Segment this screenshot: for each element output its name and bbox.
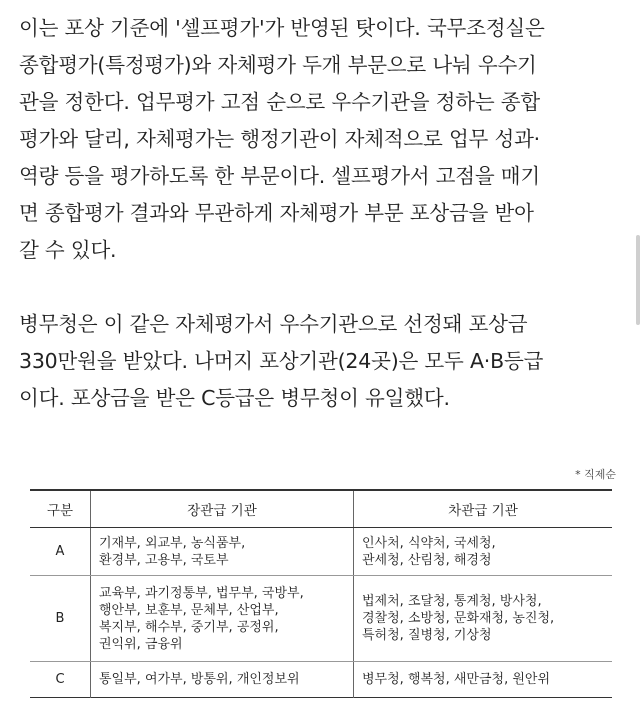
cell-text: 교육부, 과기정통부, 법무부, 국방부,	[99, 585, 304, 601]
header-grade: 구분	[30, 490, 91, 528]
text-line: 330만원을 받았다. 나머지 포상기관(24곳)은 모두 A·B등급	[19, 349, 544, 373]
cell-text: 기재부, 외교부, 농식품부,	[99, 535, 246, 551]
text-line: 관을 정한다. 업무평가 고점 순으로 우수기관을 정하는 종합	[19, 90, 541, 114]
text-line: 갈 수 있다.	[19, 238, 117, 262]
ministerial-cell	[91, 662, 354, 698]
text-line: 면 종합평가 결과와 무관하게 자체평가 부문 포상금을 받아	[19, 201, 534, 225]
vice-cell	[354, 528, 613, 576]
cell-text: 복지부, 해수부, 중기부, 공정위,	[99, 619, 279, 635]
text-line: 평가와 달리, 자체평가는 행정기관이 자체적으로 업무 성과·	[19, 127, 541, 151]
paragraph-1	[19, 10, 619, 269]
cell-text: 특허청, 질병청, 기상청	[362, 628, 492, 643]
cell-text: 경찰청, 소방청, 문화재청, 농진청,	[362, 611, 555, 626]
header-vice: 차관급 기관	[354, 490, 613, 528]
cell-text: 행안부, 보훈부, 문체부, 산업부,	[99, 602, 279, 618]
ministerial-cell	[91, 528, 354, 576]
cell-text: 인사처, 식약처, 국세청,	[362, 535, 496, 551]
ministerial-cell	[91, 576, 354, 662]
grade-cell: C	[30, 662, 91, 698]
cell-text: 통일부, 여가부, 방통위, 개인정보위	[99, 672, 300, 687]
vice-cell	[354, 662, 613, 698]
table-note: * 직제순	[575, 468, 616, 481]
cell-text: 권익위, 금융위	[99, 636, 183, 652]
scrollbar-thumb[interactable]	[636, 235, 640, 325]
agency-grade-table	[30, 489, 612, 698]
header-ministerial: 장관급 기관	[91, 490, 354, 528]
grade-cell: B	[30, 576, 91, 662]
cell-text: 법제처, 조달청, 통계청, 방사청,	[362, 594, 542, 609]
cell-text: 관세청, 산림청, 해경청	[362, 552, 492, 568]
table-header-row	[30, 490, 612, 528]
text-line: 이는 포상 기준에 '셀프평가'가 반영된 탓이다. 국무조정실은	[19, 16, 545, 40]
article-body	[19, 10, 619, 417]
cell-text: 환경부, 고용부, 국토부	[99, 552, 229, 568]
grade-cell: A	[30, 528, 91, 576]
text-line: 이다. 포상금을 받은 C등급은 병무청이 유일했다.	[19, 386, 450, 410]
vice-cell	[354, 576, 613, 662]
paragraph-2	[19, 306, 619, 417]
cell-text: 병무청, 행복청, 새만금청, 원안위	[362, 672, 551, 687]
table-row	[30, 662, 612, 698]
text-line: 종합평가(특정평가)와 자체평가 두개 부문으로 나눠 우수기	[19, 53, 537, 77]
text-line: 역량 등을 평가하도록 한 부문이다. 셀프평가서 고점을 매기	[19, 164, 541, 188]
table-row	[30, 576, 612, 662]
text-line: 병무청은 이 같은 자체평가서 우수기관으로 선정돼 포상금	[19, 312, 528, 336]
table-row	[30, 528, 612, 576]
